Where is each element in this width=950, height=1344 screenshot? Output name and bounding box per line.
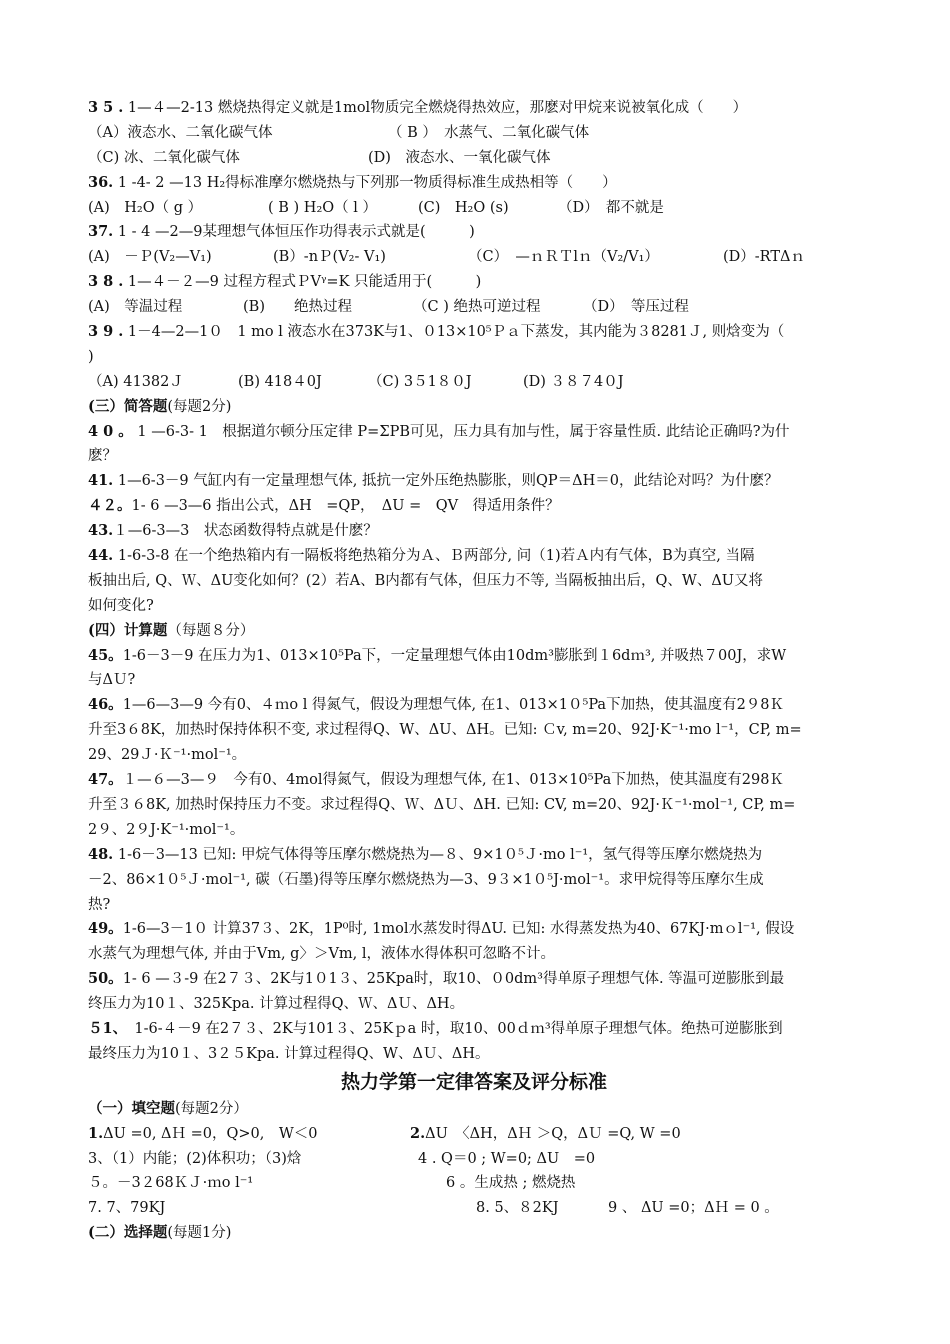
q36-stem: 36. 1 -4- 2 —13 H₂得标准摩尔燃烧热与下列那一物质得标准生成热相等（ ） <box>88 173 617 191</box>
q35-options-ab: （A）液态水、二氧化碳气体 （ B ） 水蒸气、二氧化碳气体 <box>88 124 590 141</box>
answers-row-3: ５。－3２68ＫＪ·ｍo l⁻¹ 6 。生成热 ; 燃烧热 <box>88 1175 576 1192</box>
q49-line1: 49。1-6—3－1０ 计算37３、2K，1P⁰时, 1mol水蒸发时得ΔU. 已知: 水得蒸发热为40、67KJ·mｏl⁻¹, 假设 <box>88 920 795 938</box>
q51-line1: ５1、 1-6-４－9 在2７３、2K与101３、25Kｐa 时，取10、00ｄｍ³得单原子理想气体。绝热可逆膨胀到 <box>88 1019 783 1037</box>
q38-options: (A) 等温过程 (B) 绝热过程 （C ) 绝热可逆过程 （D） 等压过程 <box>88 299 689 316</box>
q47-line3: 2９、2９J·K⁻¹·mol⁻¹。 <box>88 821 245 838</box>
q35-options-cd: （C) 冰、二氧化碳气体 (D) 液态水、一氧化碳气体 <box>88 149 551 166</box>
q45-line2: 与ΔＵ? <box>88 672 136 689</box>
q44-line1: 44. 1-6-3-8 在一个绝热箱内有一隔板将绝热箱分为Ａ、Ｂ两部分, 问（1)若Ａ内有气体，B为真空, 当隔 <box>88 547 755 565</box>
q46-line3: 29、29Ｊ·Ｋ⁻¹·mol⁻¹。 <box>88 747 247 764</box>
q51-line2: 最终压力为10１、3２５Kpa. 计算过程得Q、W、ΔＵ、ΔH。 <box>88 1045 490 1062</box>
q48-line3: 热? <box>88 896 111 913</box>
q36-options: (A) H₂O（ g ） ( B ) H₂O（ l ） (C) H₂O (s) （D） 都不就是 <box>88 199 664 216</box>
q38-stem: 3 8 . 1—４－２—9 过程方程式ＰVᵞ=K 只能适用于( ) <box>88 273 482 291</box>
q35-stem: 3 5 . 1—４—2-13 燃烧热得定义就是1mol物质完全燃烧得热效应，那麽对甲烷来说被氧化成（ ） <box>88 99 748 116</box>
q48-line2: －2、86×1０⁵Ｊ·mol⁻¹, 碳（石墨)得等压摩尔燃烧热为—3、9３×1０⁵J·mol⁻¹。求甲烷得等压摩尔生成 <box>88 871 764 888</box>
q49-line2: 水蒸气为理想气体, 并由于Vm, g〉＞Vm, l，液体水得体积可忽略不计。 <box>88 946 556 963</box>
q37-stem: 37. 1 - 4 —2—9某理想气体恒压作功得表示式就是( ) <box>88 223 475 241</box>
answers-title: 热力学第一定律答案及评分标准 <box>340 1070 607 1093</box>
q37-options: (A) －Ｐ(V₂—V₁) (B）-nＰ(V₂- V₁) （C） —ｎＲＴlｎ（V₂/V₁） (D）-RTΔｎ <box>88 249 805 266</box>
q40-line2: 麽？ <box>88 448 117 465</box>
answers-choice-heading: (二）选择题(每题1分) <box>88 1224 232 1242</box>
q39-options: （A) 41382Ｊ (B) 418４0J （C) 3５1８０J (D) ３８７4０J <box>88 373 624 390</box>
q39-stem-cont: ) <box>88 348 94 365</box>
section-calculation-heading: (四）计算题（每题８分） <box>88 621 255 639</box>
q40-line1: 4 0 。 1 —6-3- 1 根据道尔顿分压定律 P=ΣPB可见，压力具有加与性，属于容量性质. 此结论正确吗?为什 <box>88 422 790 440</box>
q47-line1: 47。１—６—3—９ 今有0、4mol得氮气，假设为理想气体, 在1、013×10⁵Pa下加热，使其温度有298Ｋ <box>88 771 784 789</box>
q50-line2: 终压力为10１、325Kpa. 计算过程得Q、Ｗ、ΔＵ、ΔH。 <box>88 996 465 1013</box>
q39-stem: 3 9 . 1－4—2—1０ 1 mo l 液态水在373K与1、０13×10⁵Ｐａ下蒸发，其内能为３8281Ｊ, 则焓变为（ <box>88 323 785 341</box>
section-short-answer-heading: (三）简答题(每题2分) <box>88 397 232 415</box>
answers-row-2: 3、（1）内能；(2)体积功；（3)焓 4 . Q＝0 ; W=0; ΔU =0 <box>88 1150 596 1167</box>
q48-line1: 48. 1-6－3—13 已知: 甲烷气体得等压摩尔燃烧热为—８、9×1０⁵Ｊ·mo l⁻¹，氢气得等压摩尔燃烧热为 <box>88 845 763 863</box>
q44-line3: 如何变化? <box>88 597 154 614</box>
answers-row-1: 1.ΔU =0, ΔＨ =0，Q>0, W＜0 2.ΔU 〈ΔH，ΔＨ ＞Q，ΔＵ =Q, W =0 <box>88 1124 681 1142</box>
q45-line1: 45。1-6－3－9 在压力为1、013×10⁵Pa下，一定量理想气体由10dm³膨胀到１6dｍ³, 并吸热７00J，求W <box>88 646 787 664</box>
q46-line1: 46。1—6—3—9 今有0、４ｍo l 得氮气，假设为理想气体, 在1、013×1０⁵Pa下加热，使其温度有2９8Ｋ <box>88 696 785 714</box>
q43: 43.１—6-3—3 状态函数得特点就是什麽？ <box>88 522 378 540</box>
q42: ４２。1- 6 —3—6 指出公式，ΔH =QP， ΔU = QV 得适用条件？ <box>88 497 560 515</box>
q50-line1: 50。1- 6 —３-9 在2７３、2K与1０1３、25Kpa时，取10、０0dm³得单原子理想气体. 等温可逆膨胀到最 <box>88 970 785 988</box>
q46-line2: 升至3６8K，加热时保持体积不变, 求过程得Q、W、ΔU、ΔH。已知: Ｃv, m=20、92J·K⁻¹·mo l⁻¹，CP, m= <box>88 722 802 739</box>
q44-line2: 板抽出后, Q、Ｗ、ΔU变化如何？(2）若A、B内都有气体，但压力不等, 当隔板抽出后，Q、W、ΔU又将 <box>88 572 764 589</box>
answers-fill-blank-heading: （一）填空题(每题2分） <box>88 1099 248 1117</box>
answers-row-4: 7. 7、79KJ 8. 5、８2KJ 9 、 ΔU =0；ΔＨ = 0 。 <box>88 1200 779 1217</box>
q41: 41. 1—6-3－9 气缸内有一定量理想气体, 抵抗一定外压绝热膨胀，则QP＝ΔH＝0，此结论对吗？为什麽？ <box>88 472 779 490</box>
q47-line2: 升至３６8K, 加热时保持压力不变。求过程得Q、Ｗ、ΔＵ、ΔH. 已知: CV, m=20、92J·Ｋ⁻¹·mol⁻¹, CP, m= <box>88 796 796 813</box>
document-page <box>88 96 860 1246</box>
